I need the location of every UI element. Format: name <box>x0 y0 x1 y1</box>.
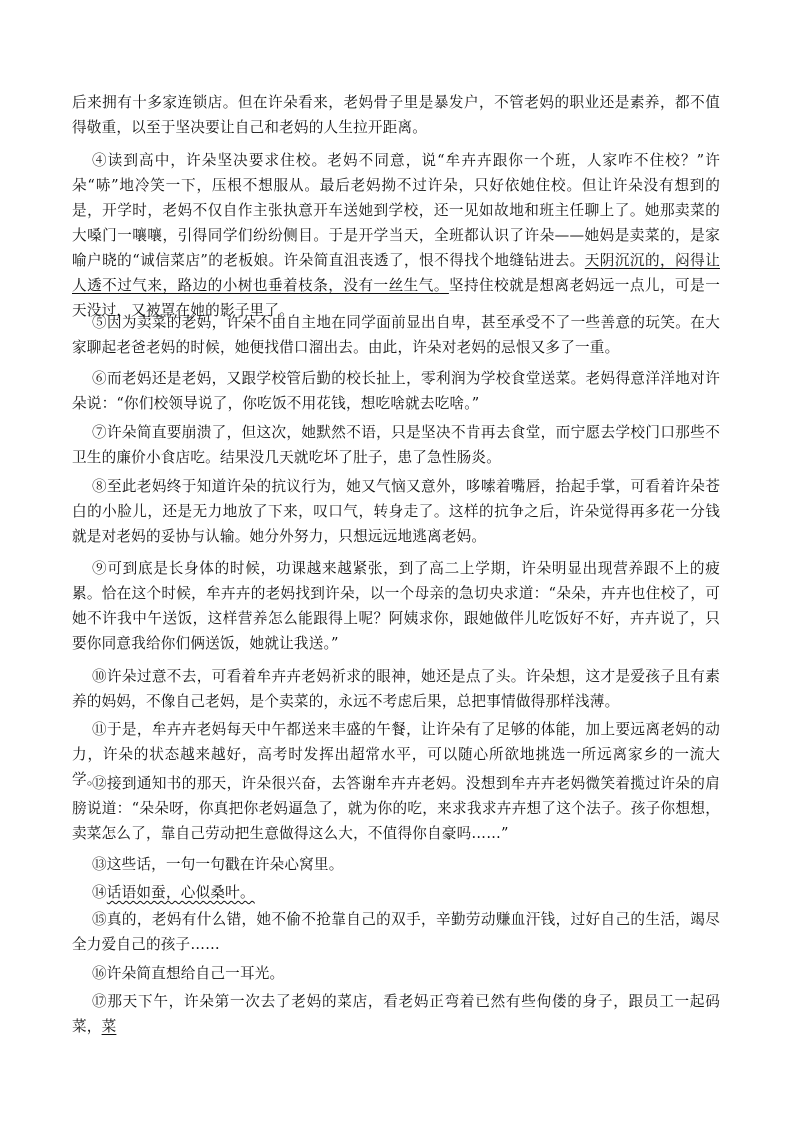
paragraph-text: 坚持住校就是想离老妈远一点儿，可是一天没过，又被罩在她的影子里了。 <box>72 277 720 319</box>
paragraph-14 <box>72 880 720 905</box>
paragraph-text: ⑤因为卖菜的老妈，许朵不由自主地在同学面前显出自卑，甚至承受不了一些善意的玩笑。在大家聊起老爸老妈的时候，她便找借口溜出去。由此，许朵对老妈的忌恨又多了一重。 <box>72 314 720 356</box>
paragraph-text: ⑦许朵简直要崩溃了，但这次，她默然不语，只是坚决不肯再去食堂，而宁愿去学校门口那些不卫生的廉价小食店吃。结果没几天就吃坏了肚子，患了急性肠炎。 <box>72 424 720 466</box>
paragraph-text: ⑫接到通知书的那天，许朵很兴奋，去答谢牟卉卉老妈。没想到牟卉卉老妈微笑着揽过许朵的肩膀说道：“朵朵呀，你真把你老妈逼急了，就为你的吃，来求我求卉卉想了这个法子。孩子你想想，卖菜怎么了，靠自己劳动把生意做得这么大，不值得你自豪吗……” <box>72 775 720 842</box>
paragraph-text: ⑰那天下午，许朵第一次去了老妈的菜店，看老妈正弯着已然有些佝偻的身子，跟员工一起码菜， <box>72 993 720 1035</box>
paragraph-text: ⑨可到底是长身体的时候，功课越来越紧张，到了高二上学期，许朵明显出现营养跟不上的疲累。恰在这个时候，牟卉卉的老妈找到许朵，以一个母亲的急切央求道：“朵朵，卉卉也住校了，可她不许我中午送饭，这样营养怎么能跟得上呢？阿姨求你，跟她做伴儿吃饭好不好，卉卉说了，只要你同意我给你们俩送饭，她就让我送。” <box>72 560 720 652</box>
paragraph-8 <box>72 474 720 549</box>
paragraph-5 <box>72 310 720 360</box>
paragraph-text: ⑭ <box>92 884 107 901</box>
paragraph-text: ④读到高中，许朵坚决要求住校。老妈不同意，说“牟卉卉跟你一个班，人家咋不住校？”许朵“哧”地冷笑一下，压根不想服从。最后老妈拗不过许朵，只好依她住校。但让许朵没有想到的是，开学时，老妈不仅自作主张执意开车送她到学校，还一见如故地和班主任聊上了。她那卖菜的大嗓门一嚷嚷，引得同学们纷纷侧目。于是开学当天，全班都认识了许朵——她妈是卖菜的，是家喻户晓的“诚信菜店”的老板娘。许朵简直沮丧透了，恨不得找个地缝钻进去。 <box>72 152 720 269</box>
paragraph-6 <box>72 366 720 416</box>
paragraph-text: ⑪于是，牟卉卉老妈每天中午都送来丰盛的午餐，让许朵有了足够的体能，加上要远离老妈的动力，许朵的状态越来越好，高考时发挥出超常水平，可以随心所欲地挑选一所远离家乡的一流大学。 <box>72 721 720 788</box>
paragraph-text: ⑮真的，老妈有什么错，她不偷不抢靠自己的双手，辛勤劳动赚血汗钱，过好自己的生活，竭尽全力爱自己的孩子…… <box>72 911 720 953</box>
wavy-underlined-metaphor: 话语如蚕，心似桑叶。 <box>106 884 255 901</box>
paragraph-16 <box>72 961 720 986</box>
paragraph-text: ⑧至此老妈终于知道许朵的抗议行为，她又气恼又意外，哆嗦着嘴唇，抬起手掌，可看着许朵苍白的小脸儿，还是无力地放了下来，叹口气，转身走了。这样的抗争之后，许朵觉得再多花一分钱就是对老妈的妥协与认输。她分外努力，只想远远地逃离老妈。 <box>72 478 720 545</box>
paragraph-15 <box>72 907 720 957</box>
paragraph-text: ⑩许朵过意不去，可看着牟卉卉老妈祈求的眼神，她还是点了头。许朵想，这才是爱孩子且有素养的妈妈，不像自己老妈，是个卖菜的，永远不考虑后果，总把事情做得那样浅薄。 <box>72 668 720 710</box>
paragraph-3-continued <box>72 90 720 140</box>
paragraph-text: 后来拥有十多家连锁店。但在许朵看来，老妈骨子里是暴发户，不管老妈的职业还是素养，都不值得敬重，以至于坚决要让自己和老妈的人生拉开距离。 <box>72 94 720 136</box>
paragraph-9 <box>72 556 720 656</box>
paragraph-text: ⑥而老妈还是老妈，又跟学校管后勤的校长扯上，零利润为学校食堂送菜。老妈得意洋洋地对许朵说：“你们校领导说了，你吃饭不用花钱，想吃啥就去吃啥。” <box>72 370 720 412</box>
paragraph-17 <box>72 989 720 1039</box>
paragraph-text: ⑯许朵简直想给自己一耳光。 <box>92 965 285 982</box>
paragraph-13 <box>72 852 720 877</box>
paragraph-text: ⑬这些话，一句一句戳在许朵心窝里。 <box>92 856 344 873</box>
paragraph-7 <box>72 420 720 470</box>
paragraph-12 <box>72 771 720 846</box>
paragraph-4 <box>72 148 720 323</box>
underlined-scenery-sentence: 天阴沉沉的，闷得让人透不过气来，路边的小树也垂着枝条，没有一丝生气。 <box>72 252 720 294</box>
underlined-fragment: 菜 <box>101 1018 117 1035</box>
paragraph-10 <box>72 664 720 714</box>
